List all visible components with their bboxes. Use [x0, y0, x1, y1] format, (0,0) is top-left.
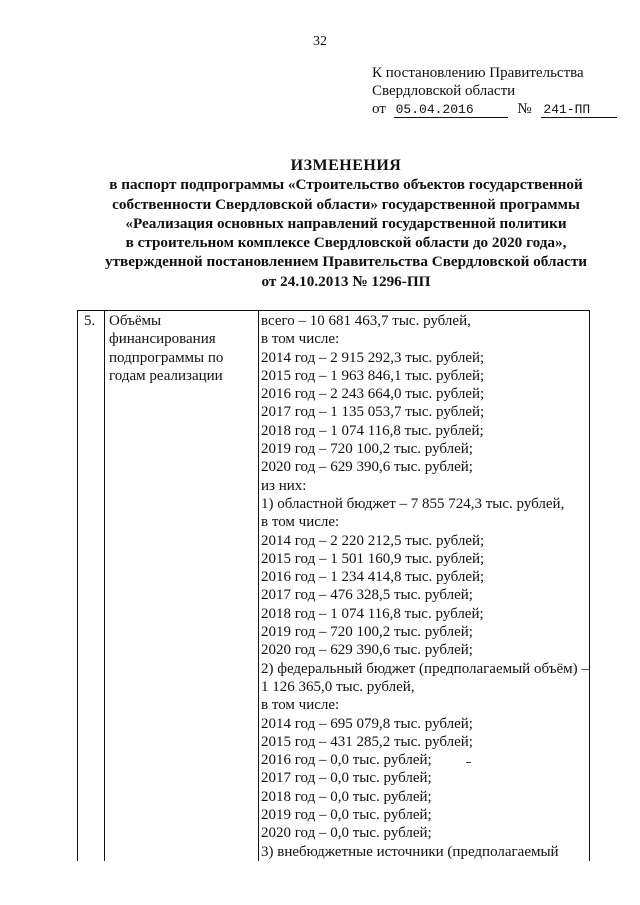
- approval-line-2: Свердловской области: [372, 83, 516, 99]
- list-item: 2014 год – 2 915 292,3 тыс. рублей;: [261, 349, 485, 366]
- list-item: 2016 год – 2 243 664,0 тыс. рублей;: [261, 386, 485, 403]
- list-item: 2017 год – 476 328,5 тыс. рублей;: [261, 587, 473, 604]
- list-item: 2015 год – 1 501 160,9 тыс. рублей;: [261, 550, 485, 567]
- list-item: всего – 10 681 463,7 тыс. рублей,: [261, 313, 471, 329]
- heading-title: ИЗМЕНЕНИЯ: [290, 157, 402, 174]
- approval-line-1: К постановлению Правительства: [372, 65, 584, 81]
- passport-table: [77, 310, 590, 861]
- heading-line: собственности Свердловской области» государственной программы: [112, 195, 580, 213]
- date-prefix: от: [372, 101, 386, 117]
- list-item: из них:: [261, 477, 307, 494]
- row-number-cell: [78, 311, 105, 861]
- list-item: 2016 год – 1 234 414,8 тыс. рублей;: [261, 569, 485, 586]
- list-item: 3) внебюджетные источники (предполагаемый: [261, 843, 559, 860]
- list-item: 2019 год – 720 100,2 тыс. рублей;: [261, 441, 473, 458]
- document-heading: [60, 156, 632, 291]
- list-item: 2017 год – 0,0 тыс. рублей;: [261, 770, 432, 787]
- list-item: 2) федеральный бюджет (предполагаемый объём) –: [261, 660, 589, 677]
- list-item: 2018 год – 1 074 116,8 тыс. рублей;: [261, 422, 484, 439]
- approval-number-field: 241-ПП: [541, 102, 617, 118]
- list-item: 2018 год – 0,0 тыс. рублей;: [261, 788, 432, 805]
- list-item: 2019 год – 720 100,2 тыс. рублей;: [261, 624, 473, 641]
- list-item: 2019 год – 0,0 тыс. рублей;: [261, 807, 432, 824]
- list-item: в том числе:: [261, 697, 340, 714]
- page-number: 32: [313, 34, 327, 49]
- list-item: 2017 год – 1 135 053,7 тыс. рублей;: [261, 404, 485, 421]
- list-item: 1) областной бюджет – 7 855 724,3 тыс. рублей,: [261, 495, 565, 512]
- financing-values-list: [259, 311, 589, 861]
- list-item: 2018 год – 1 074 116,8 тыс. рублей;: [261, 605, 484, 622]
- heading-line: «Реализация основных направлений государственной политики: [125, 214, 567, 232]
- list-item: 2014 год – 695 079,8 тыс. рублей;: [261, 715, 473, 732]
- row-number: 5.: [84, 313, 96, 329]
- heading-line: утвержденной постановлением Правительства Свердловской области: [104, 253, 588, 271]
- approval-date-row: [372, 100, 622, 118]
- approval-block: [372, 64, 622, 118]
- heading-line: от 24.10.2013 № 1296-ПП: [261, 272, 431, 290]
- row-name: Объёмы финансирования подпрограммы по годам реализации: [109, 313, 224, 384]
- list-item: 2020 год – 0,0 тыс. рублей;: [261, 825, 432, 842]
- list-item: 2016 год – 0,0 тыс. рублей;: [261, 752, 432, 769]
- list-item: 2015 год – 1 963 846,1 тыс. рублей;: [261, 367, 485, 384]
- list-item: 2020 год – 629 390,6 тыс. рублей;: [261, 642, 473, 659]
- list-item: 2020 год – 629 390,6 тыс. рублей;: [261, 459, 473, 476]
- approval-date-field: 05.04.2016: [394, 102, 508, 118]
- row-name-cell: [105, 311, 259, 861]
- list-item: 2015 год – 431 285,2 тыс. рублей;: [261, 733, 473, 750]
- heading-line: в строительном комплексе Свердловской области до 2020 года»,: [125, 234, 567, 252]
- table-row: [78, 311, 590, 861]
- list-item: в том числе:: [261, 514, 340, 531]
- row-values-cell: [259, 311, 590, 861]
- heading-line: в паспорт подпрограммы «Строительство объектов государственной: [109, 176, 583, 194]
- heading-lines: [60, 175, 632, 291]
- list-item: 1 126 365,0 тыс. рублей,: [261, 678, 415, 695]
- list-item: в том числе:: [261, 331, 340, 348]
- number-prefix: №: [517, 101, 532, 117]
- list-item: 2014 год – 2 220 212,5 тыс. рублей;: [261, 532, 485, 549]
- scan-speck: [466, 762, 471, 763]
